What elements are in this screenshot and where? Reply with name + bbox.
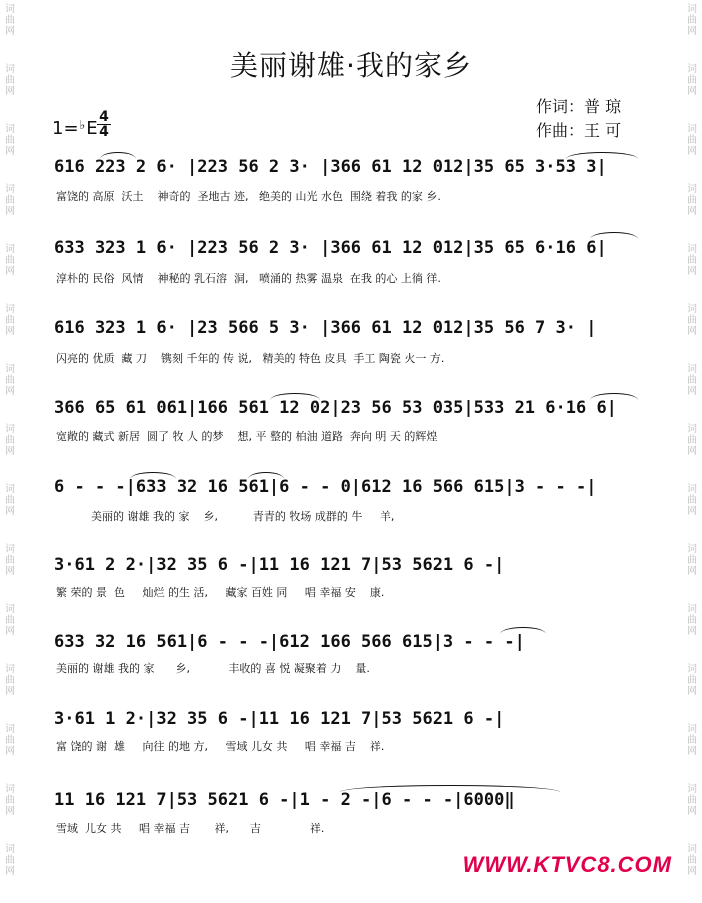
watermark-text: 词曲网	[5, 604, 15, 637]
watermark-text: 词曲网	[687, 4, 697, 37]
slur-mark	[100, 152, 136, 159]
watermark-text: 词曲网	[687, 424, 697, 457]
slur-mark	[590, 393, 638, 400]
notation-line-5: 6 - - -|633 32 16 561|6 - - 0|612 16 566 615|3 - - -|	[54, 477, 597, 497]
watermark-text: 词曲网	[5, 724, 15, 757]
watermark-text: 词曲网	[5, 844, 15, 877]
lyrics-line-2: 淳朴的 民俗 风情 神秘的 乳石溶 洞, 喷涌的 热雾 温泉 在我 的心 上徜 徉.	[56, 272, 441, 285]
watermark-text: 词曲网	[5, 484, 15, 517]
watermark-text: 词曲网	[687, 844, 697, 877]
lyrics-line-4: 宽敞的 藏式 新居 圆了 牧 人 的梦 想, 平 整的 柏油 道路 奔向 明 天 的辉煌	[56, 430, 438, 443]
slur-mark	[130, 472, 176, 479]
slur-mark	[270, 393, 320, 400]
flat-sign: ♭	[79, 118, 86, 132]
watermark-text: 词曲网	[687, 544, 697, 577]
watermark-text: 词曲网	[687, 484, 697, 517]
watermark-text: 词曲网	[687, 304, 697, 337]
watermark-text: 词曲网	[687, 784, 697, 817]
watermark-text: 词曲网	[687, 664, 697, 697]
watermark-text: 词曲网	[5, 364, 15, 397]
song-title: 美丽谢雄·我的家乡	[230, 49, 472, 82]
watermark-text: 词曲网	[5, 244, 15, 277]
notation-line-6: 3·61 2 2·|32 35 6 -|11 16 121 7|53 5621 6 -|	[54, 555, 505, 575]
slur-mark	[590, 232, 638, 239]
watermark-text: 词曲网	[5, 304, 15, 337]
lyrics-line-6: 繁 荣的 景 色 灿烂 的生 活, 藏家 百姓 同 唱 幸福 安 康.	[56, 586, 385, 599]
lyricist-credit: 作词：普 琼	[536, 97, 622, 116]
notation-line-2: 633 323 1 6· |223 56 2 3· |366 61 12 012|35 65 6·16 6|	[54, 238, 607, 258]
lyrics-line-9: 雪域 儿女 共 唱 幸福 吉 祥, 吉 祥.	[56, 822, 325, 835]
notation-line-1: 616 223 2 6· |223 56 2 3· |366 61 12 012|35 65 3·53 3|	[54, 157, 607, 177]
watermark-text: 词曲网	[687, 184, 697, 217]
watermark-text: 词曲网	[5, 184, 15, 217]
notation-line-7: 633 32 16 561|6 - - -|612 166 566 615|3 - - -|	[54, 632, 525, 652]
watermark-right	[682, 0, 702, 903]
watermark-text: 词曲网	[5, 124, 15, 157]
watermark-text: 词曲网	[5, 784, 15, 817]
watermark-left	[0, 0, 20, 903]
site-url: WWW.KTVC8.COM	[462, 852, 672, 877]
watermark-text: 词曲网	[687, 124, 697, 157]
watermark-text: 词曲网	[687, 244, 697, 277]
slur-mark	[566, 152, 638, 159]
watermark-text: 词曲网	[5, 424, 15, 457]
lyrics-line-5: 美丽的 谢雄 我的 家 乡, 青青的 牧场 成群的 牛 羊,	[56, 510, 395, 523]
watermark-text: 词曲网	[5, 664, 15, 697]
slur-mark	[500, 627, 546, 634]
notation-line-9: 11 16 121 7|53 5621 6 -|1 - 2 -|6 - - -|6000‖	[54, 790, 515, 810]
notation-line-4: 366 65 61 061|166 561 12 02|23 56 53 035|533 21 6·16 6|	[54, 398, 617, 418]
notation-line-8: 3·61 1 2·|32 35 6 -|11 16 121 7|53 5621 6 -|	[54, 709, 505, 729]
slur-mark	[248, 472, 284, 479]
watermark-text: 词曲网	[5, 544, 15, 577]
key-prefix: 1=	[52, 118, 79, 139]
watermark-text: 词曲网	[687, 64, 697, 97]
key-note: E	[86, 118, 98, 139]
lyrics-line-8: 富 饶的 谢 雄 向往 的地 方, 雪域 儿女 共 唱 幸福 吉 祥.	[56, 740, 385, 753]
lyrics-line-1: 富饶的 高原 沃土 神奇的 圣地古 迹, 绝美的 山光 水色 围绕 着我 的家 乡.	[56, 190, 441, 203]
meter-top: 4	[97, 110, 111, 125]
watermark-text: 词曲网	[687, 604, 697, 637]
slur-mark	[340, 785, 560, 792]
watermark-text: 词曲网	[687, 724, 697, 757]
time-signature	[97, 110, 111, 139]
key-signature	[52, 118, 98, 139]
watermark-text: 词曲网	[687, 364, 697, 397]
watermark-text: 词曲网	[5, 64, 15, 97]
composer-credit: 作曲：王 可	[536, 121, 622, 140]
watermark-text: 词曲网	[5, 4, 15, 37]
lyrics-line-3: 闪亮的 优质 藏 刀 镌刻 千年的 传 说, 精美的 特色 皮具 手工 陶瓷 火一 方.	[56, 352, 445, 365]
meter-bottom: 4	[99, 124, 109, 140]
notation-line-3: 616 323 1 6· |23 566 5 3· |366 61 12 012|35 56 7 3· |	[54, 318, 597, 338]
lyrics-line-7: 美丽的 谢雄 我的 家 乡, 丰收的 喜 悦 凝聚着 力 量.	[56, 662, 370, 675]
